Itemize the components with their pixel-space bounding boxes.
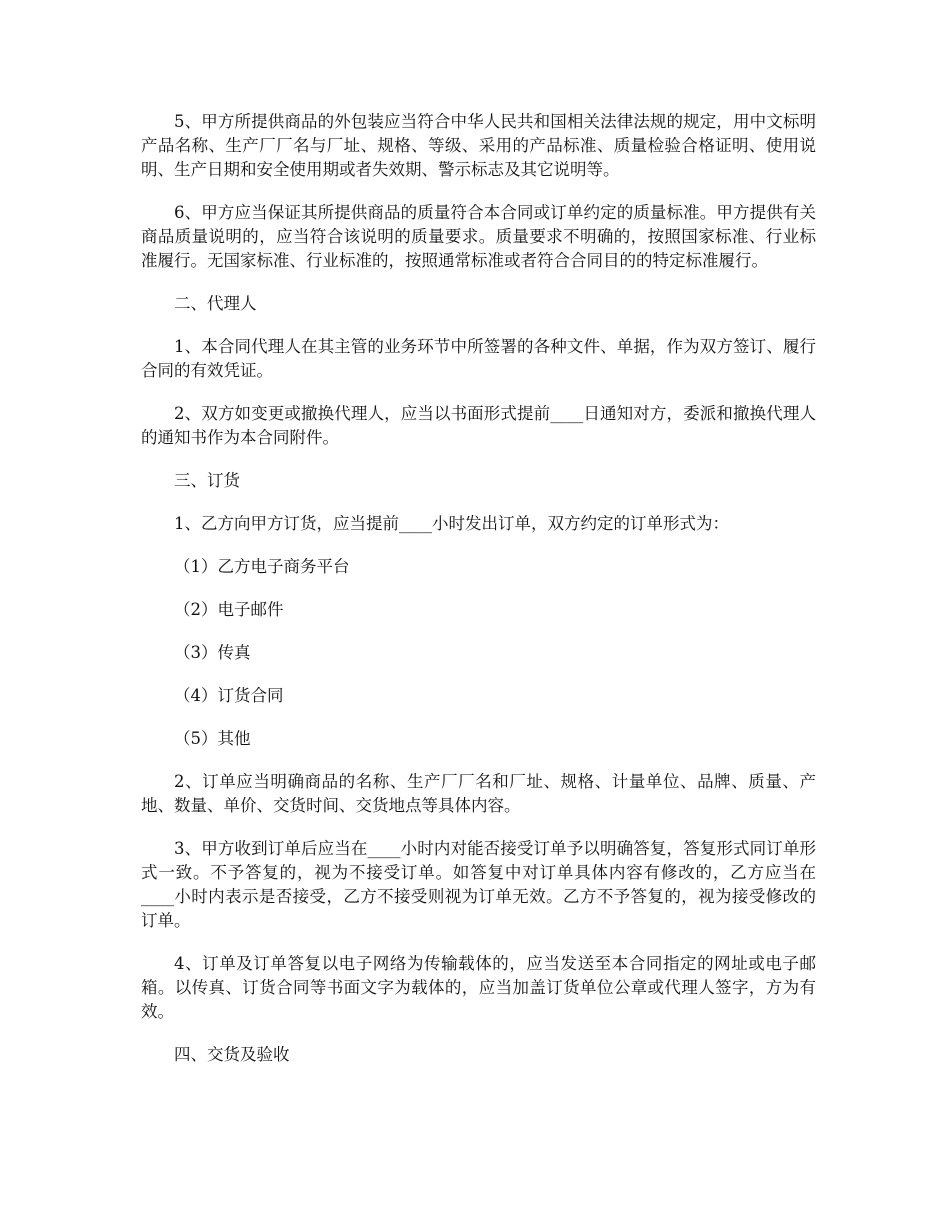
order-form-item-4: （4）订货合同 xyxy=(174,686,284,705)
agent-clause-2: 2、双方如变更或撤换代理人，应当以书面形式提前____日通知对方，委派和撤换代理人的通知书作为本合同附件。 xyxy=(141,404,816,447)
section-heading-delivery: 四、交货及验收 xyxy=(174,1045,290,1064)
ordering-clause-1: 1、乙方向甲方订货，应当提前____小时发出订单，双方约定的订单形式为： xyxy=(174,514,729,533)
order-form-item-1: （1）乙方电子商务平台 xyxy=(174,557,350,576)
document-page xyxy=(141,110,816,1086)
ordering-clause-2: 2、订单应当明确商品的名称、生产厂厂名和厂址、规格、计量单位、品牌、质量、产地、数量、单价、交货时间、交货地点等具体内容。 xyxy=(141,772,816,815)
ordering-clause-3: 3、甲方收到订单后应当在____小时内对能否接受订单予以明确答复，答复形式同订单形式一致。不予答复的，视为不接受订单。如答复中对订单具体内容有修改的，乙方应当在____小时内表示是否接受，乙方不接受则视为订单无效。乙方不予答复的，视为接受修改的订单。 xyxy=(141,839,816,930)
order-form-item-3: （3）传真 xyxy=(174,643,251,662)
clause-6-quality: 6、甲方应当保证其所提供商品的质量符合本合同或订单约定的质量标准。甲方提供有关商品质量说明的，应当符合该说明的质量要求。质量要求不明确的，按照国家标准、行业标准履行。无国家标准、行业标准的，按照通常标准或者符合合同目的的特定标准履行。 xyxy=(141,203,816,270)
clause-5-packaging: 5、甲方所提供商品的外包装应当符合中华人民共和国相关法律法规的规定，用中文标明产品名称、生产厂厂名与厂址、规格、等级、采用的产品标准、质量检验合格证明、使用说明、生产日期和安全使用期或者失效期、警示标志及其它说明等。 xyxy=(141,112,816,179)
section-heading-ordering: 三、订货 xyxy=(174,471,240,490)
agent-clause-1: 1、本合同代理人在其主管的业务环节中所签署的各种文件、单据，作为双方签订、履行合同的有效凭证。 xyxy=(141,337,816,380)
ordering-clause-4: 4、订单及订单答复以电子网络为传输载体的，应当发送至本合同指定的网址或电子邮箱。以传真、订货合同等书面文字为载体的，应当加盖订货单位公章或代理人签字，方为有效。 xyxy=(141,954,816,1021)
order-form-item-2: （2）电子邮件 xyxy=(174,600,284,619)
section-heading-agent: 二、代理人 xyxy=(174,294,257,313)
order-form-item-5: （5）其他 xyxy=(174,729,251,748)
